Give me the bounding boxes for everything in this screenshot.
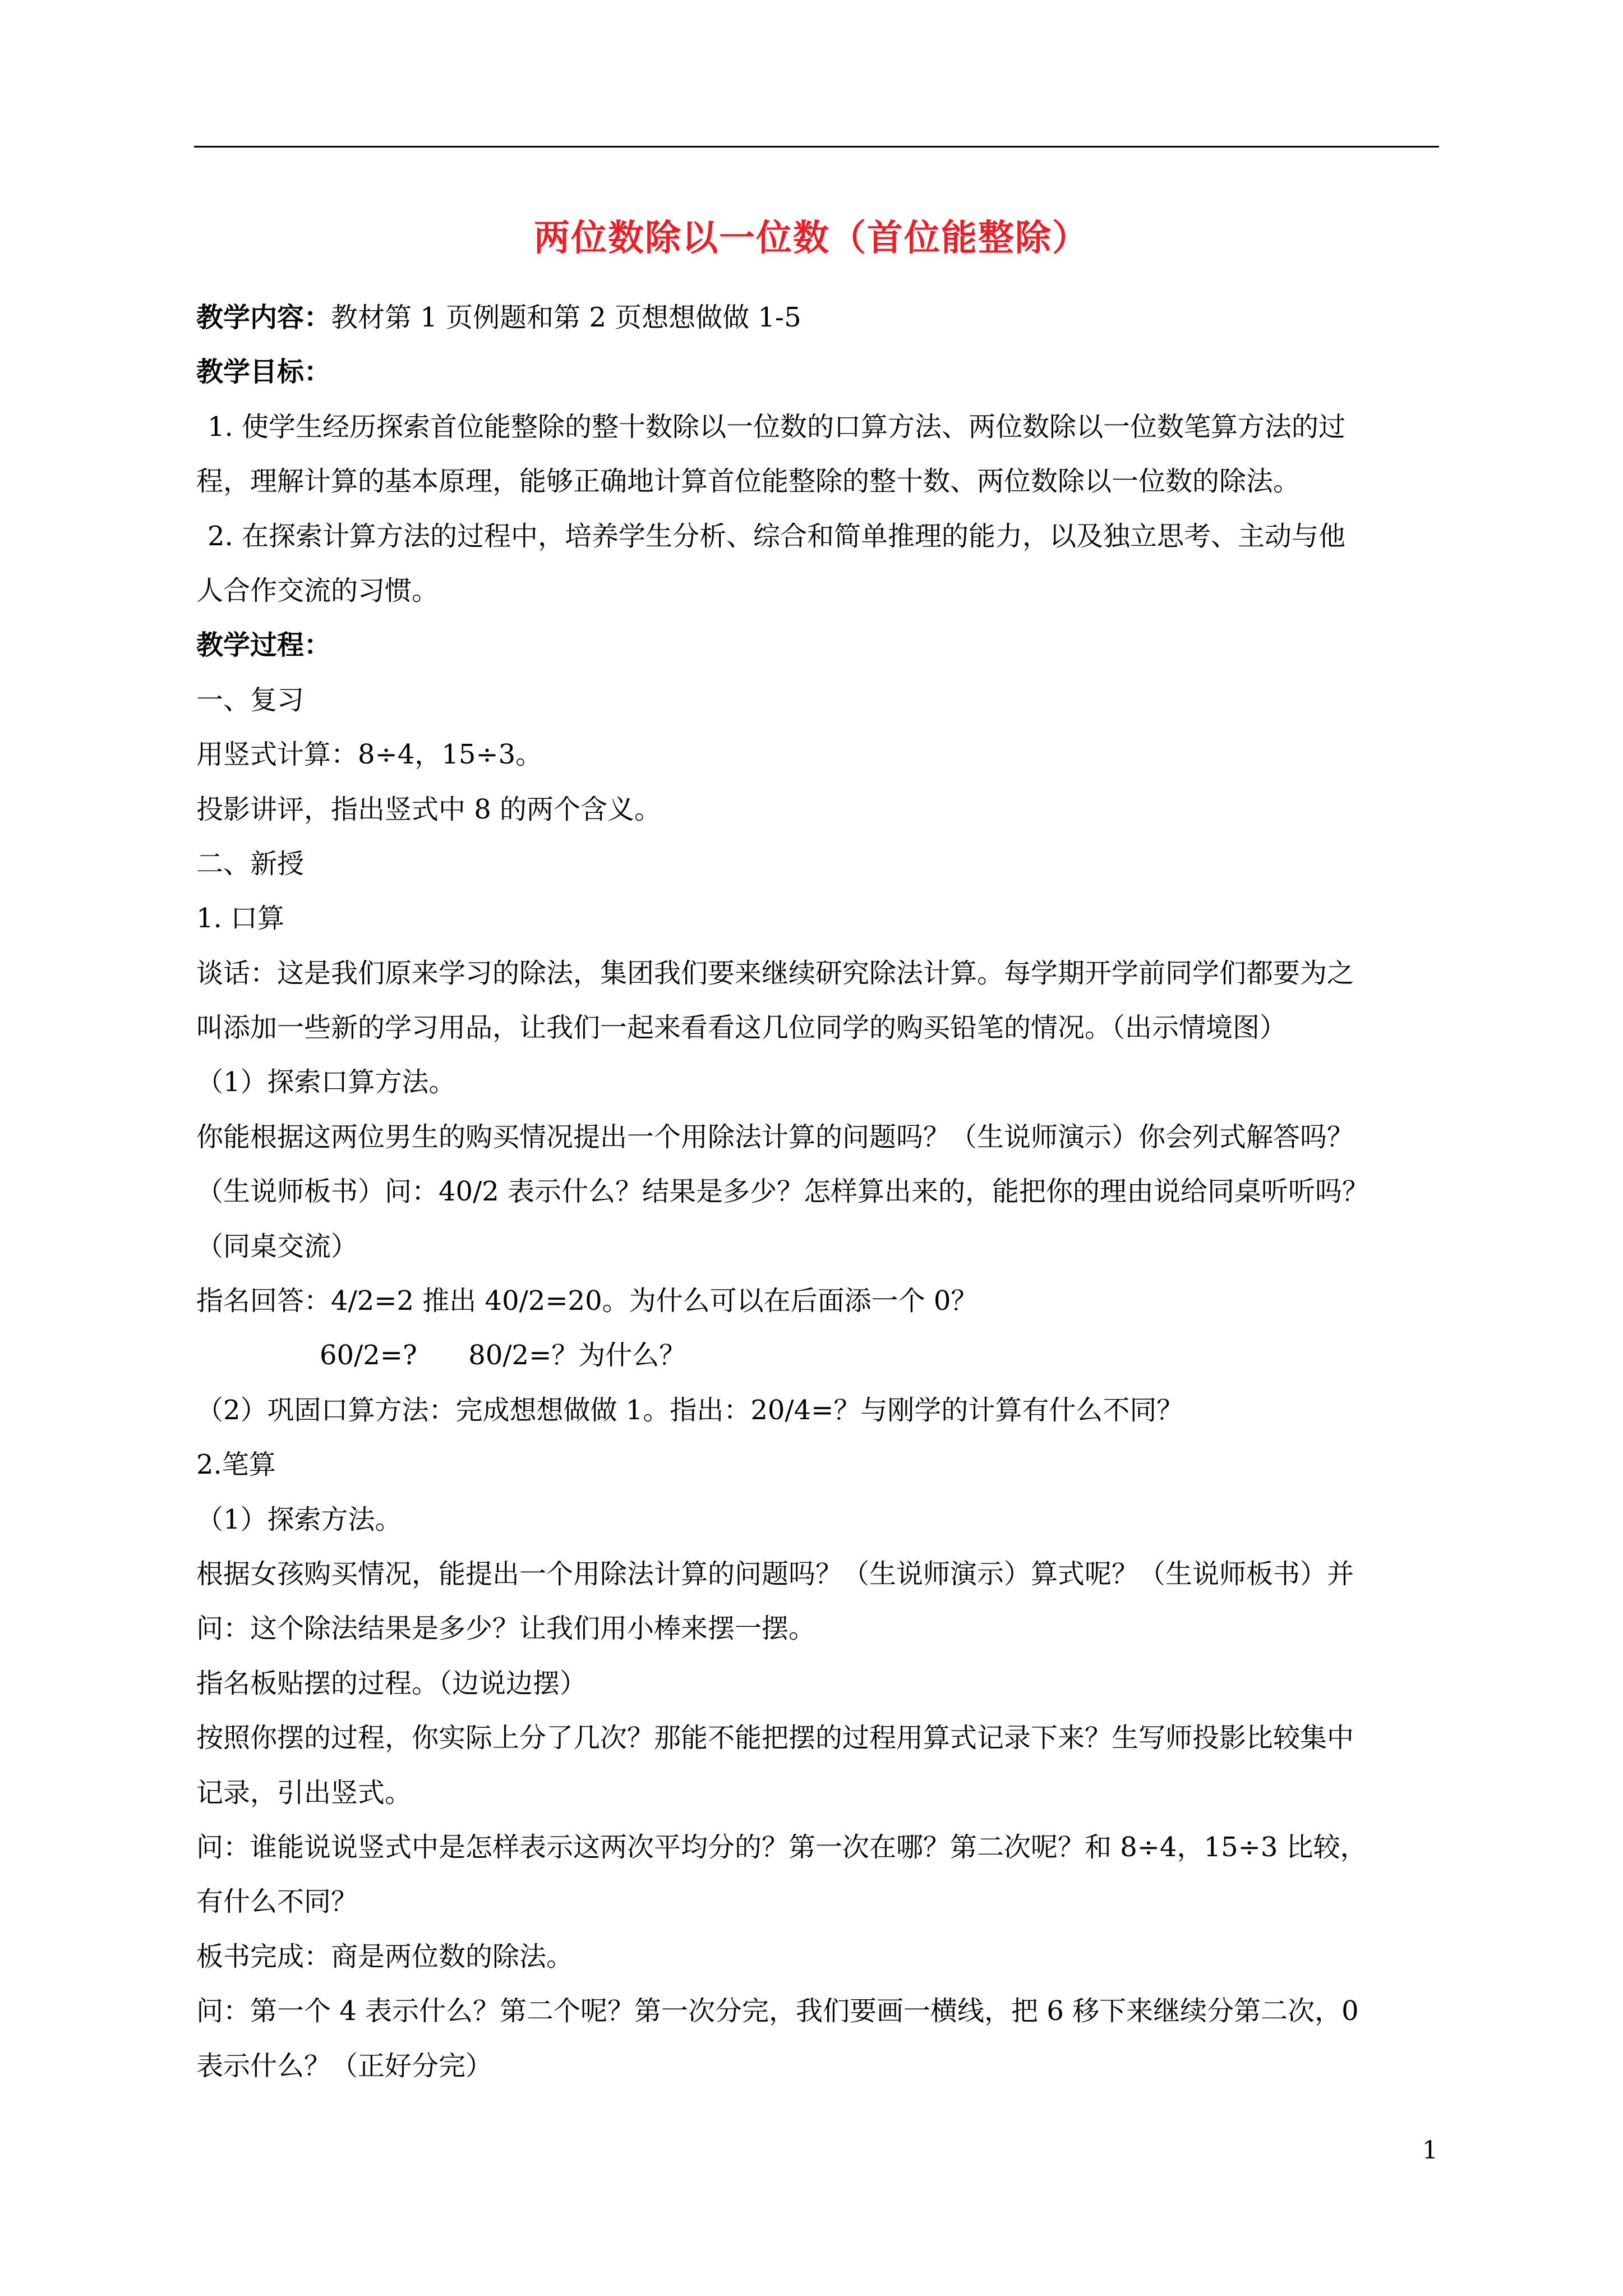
header-rule <box>194 146 1439 148</box>
text-line: 问：这个除法结果是多少？让我们用小棒来摆一摆。 <box>196 1613 816 1645</box>
goal-line: 2. 在探索计算方法的过程中，培养学生分析、综合和简单推理的能力，以及独立思考、主动与他 <box>208 520 1346 552</box>
text-line: 指名回答：4/2=2 推出 40/2=20。为什么可以在后面添一个 0？ <box>196 1285 978 1317</box>
section-heading: 一、复习 <box>196 684 305 716</box>
text-line: 你能根据这两位男生的购买情况提出一个用除法计算的问题吗？（生说师演示）你会列式解答吗？ <box>196 1121 1354 1153</box>
text-line: 记录，引出竖式。 <box>196 1777 412 1809</box>
goal-line: 人合作交流的习惯。 <box>196 574 439 606</box>
text-line: （1）探索口算方法。 <box>196 1066 456 1098</box>
calculation-line: 60/2=? 80/2=？为什么？ <box>320 1340 686 1372</box>
goals-label: 教学目标： <box>196 356 331 388</box>
text-line: 叫添加一些新的学习用品，让我们一起来看看这几位同学的购买铅笔的情况。（出示情境图） <box>196 1012 1287 1044</box>
text-line: （2）巩固口算方法：完成想想做做 1。指出：20/4=？与刚学的计算有什么不同？ <box>196 1394 1184 1426</box>
text-line: 有什么不同？ <box>196 1886 358 1918</box>
text-line: （1）探索方法。 <box>196 1503 402 1535</box>
goal-line: 程，理解计算的基本原理，能够正确地计算首位能整除的整十数、两位数除以一位数的除法。 <box>196 466 1301 498</box>
content-label: 教学内容： <box>196 302 331 333</box>
text-line: 指名板贴摆的过程。（边说边摆） <box>196 1667 587 1699</box>
content-text: 教材第 1 页例题和第 2 页想想做做 1-5 <box>331 302 801 333</box>
document-body <box>196 291 1447 2093</box>
content-line <box>196 291 1447 345</box>
text-line: 表示什么？（正好分完） <box>196 2050 493 2082</box>
text-line: 投影讲评，指出竖式中 8 的两个含义。 <box>196 793 662 825</box>
text-line: 问：第一个 4 表示什么？第二个呢？第一次分完，我们要画一横线，把 6 移下来继续分第二次，0 <box>196 1995 1359 2027</box>
page-title: 两位数除以一位数（首位能整除） <box>534 217 1089 259</box>
subsection-heading: 1. 口算 <box>196 903 285 935</box>
page-number: 1 <box>1422 2136 1438 2165</box>
text-line: 根据女孩购买情况，能提出一个用除法计算的问题吗？（生说师演示）算式呢？（生说师板书）并 <box>196 1558 1354 1590</box>
text-line: 谈话：这是我们原来学习的除法，集团我们要来继续研究除法计算。每学期开学前同学们都要为之 <box>196 957 1354 989</box>
text-line: 按照你摆的过程，你实际上分了几次？那能不能把摆的过程用算式记录下来？生写师投影比较集中 <box>196 1722 1354 1754</box>
text-line: 板书完成：商是两位数的除法。 <box>196 1940 574 1972</box>
process-label: 教学过程： <box>196 629 331 661</box>
section-heading: 二、新授 <box>196 848 305 880</box>
text-line: 问：谁能说说竖式中是怎样表示这两次平均分的？第一次在哪？第二次呢？和 8÷4，15÷3 比较， <box>196 1831 1367 1863</box>
text-line: （生说师板书）问：40/2 表示什么？结果是多少？怎样算出来的，能把你的理由说给同桌听听吗？ <box>196 1176 1370 1208</box>
subsection-heading: 2.笔算 <box>196 1449 276 1481</box>
goal-line: 1. 使学生经历探索首位能整除的整十数除以一位数的口算方法、两位数除以一位数笔算方法的过 <box>208 411 1346 443</box>
text-line: （同桌交流） <box>196 1230 358 1262</box>
text-line: 用竖式计算：8÷4，15÷3。 <box>196 739 543 771</box>
